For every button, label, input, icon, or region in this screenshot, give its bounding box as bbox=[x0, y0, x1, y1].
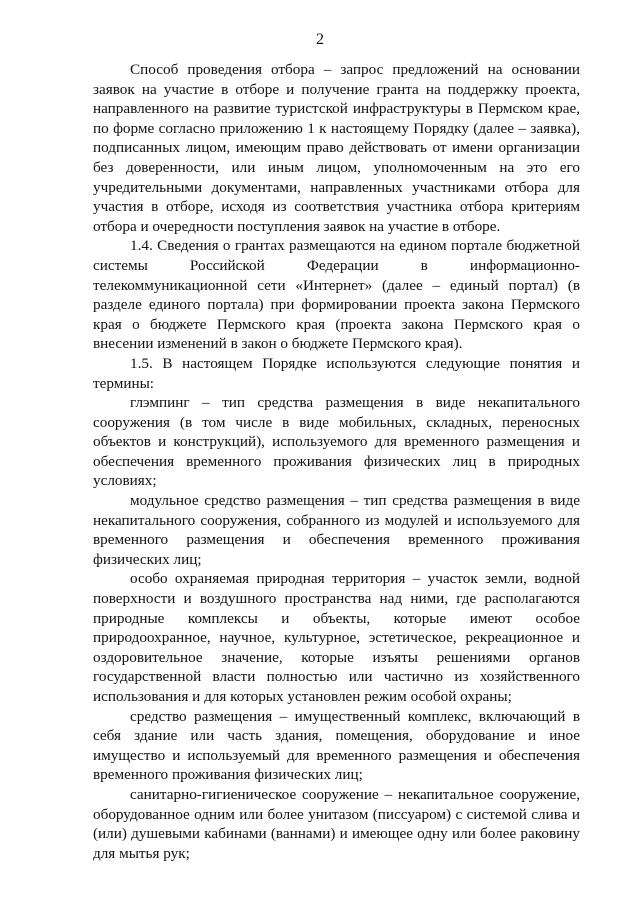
paragraph-1-5-terms-intro: 1.5. В настоящем Порядке используются следующие понятия и термины: bbox=[93, 354, 580, 392]
paragraph-term-modular-accommodation: модульное средство размещения – тип средства размещения в виде некапитального сооружения, собранного из модулей и используемого для временного размещения и обеспечения временного проживания физических лиц; bbox=[93, 492, 580, 568]
paragraph-selection-method: Способ проведения отбора – запрос предложений на основании заявок на участие в отборе и получение гранта на поддержку проекта, направленного на развитие туристской инфраструктуры в Пермском крае, по форме согласно приложению 1 к настоящему Порядку (далее – заявка), подписанных лицом, имеющим право действовать от имени организации без доверенности, или иным лицом, уполномоченным на это его учредительными документами, направленных участниками отбора для участия в отборе, исходя из соответствия участника отбора критериям отбора и очередности поступления заявок на участие в отборе. bbox=[93, 61, 580, 235]
document-body bbox=[93, 60, 580, 863]
paragraph-term-sanitary-facility: санитарно-гигиеническое сооружение – некапитальное сооружение, оборудованное одним или более унитазом (писсуаром) с системой слива и (или) душевыми кабинами (ваннами) и имеющее одну или более раковину для мытья рук; bbox=[93, 785, 580, 862]
paragraph-term-accommodation: средство размещения – имущественный комплекс, включающий в себя здание или часть здания, помещения, оборудование и иное имущество и используемый для временного размещения и обеспечения временного проживания физических лиц; bbox=[93, 707, 580, 784]
page-number: 2 bbox=[316, 31, 324, 48]
paragraph-term-glamping: глэмпинг – тип средства размещения в виде некапитального сооружения (в том числе в виде мобильных, складных, переносных объектов и конструкций), используемого для временного размещения и обеспечения временного проживания физических лиц в природных условиях; bbox=[93, 394, 580, 490]
paragraph-term-protected-area: особо охраняемая природная территория – участок земли, водной поверхности и воздушного пространства над ними, где располагаются природные комплексы и объекты, которые имеют особое природоохранное, научное, культурное, эстетическое, рекреационное и оздоровительное значение, которые изъяты решениями органов государственной власти полностью или частично из хозяйственного использования и для которых установлен режим особой охраны; bbox=[93, 570, 580, 705]
paragraph-1-4-grant-info: 1.4. Сведения о грантах размещаются на едином портале бюджетной системы Российской Федерации в информационно-телекоммуникационной сети «Интернет» (далее – единый портал) (в разделе единого портала) при формировании проекта закона Пермского края о бюджете Пермского края (проекта закона Пермского края о внесении изменений в закон о бюджете Пермского края). bbox=[93, 237, 580, 353]
